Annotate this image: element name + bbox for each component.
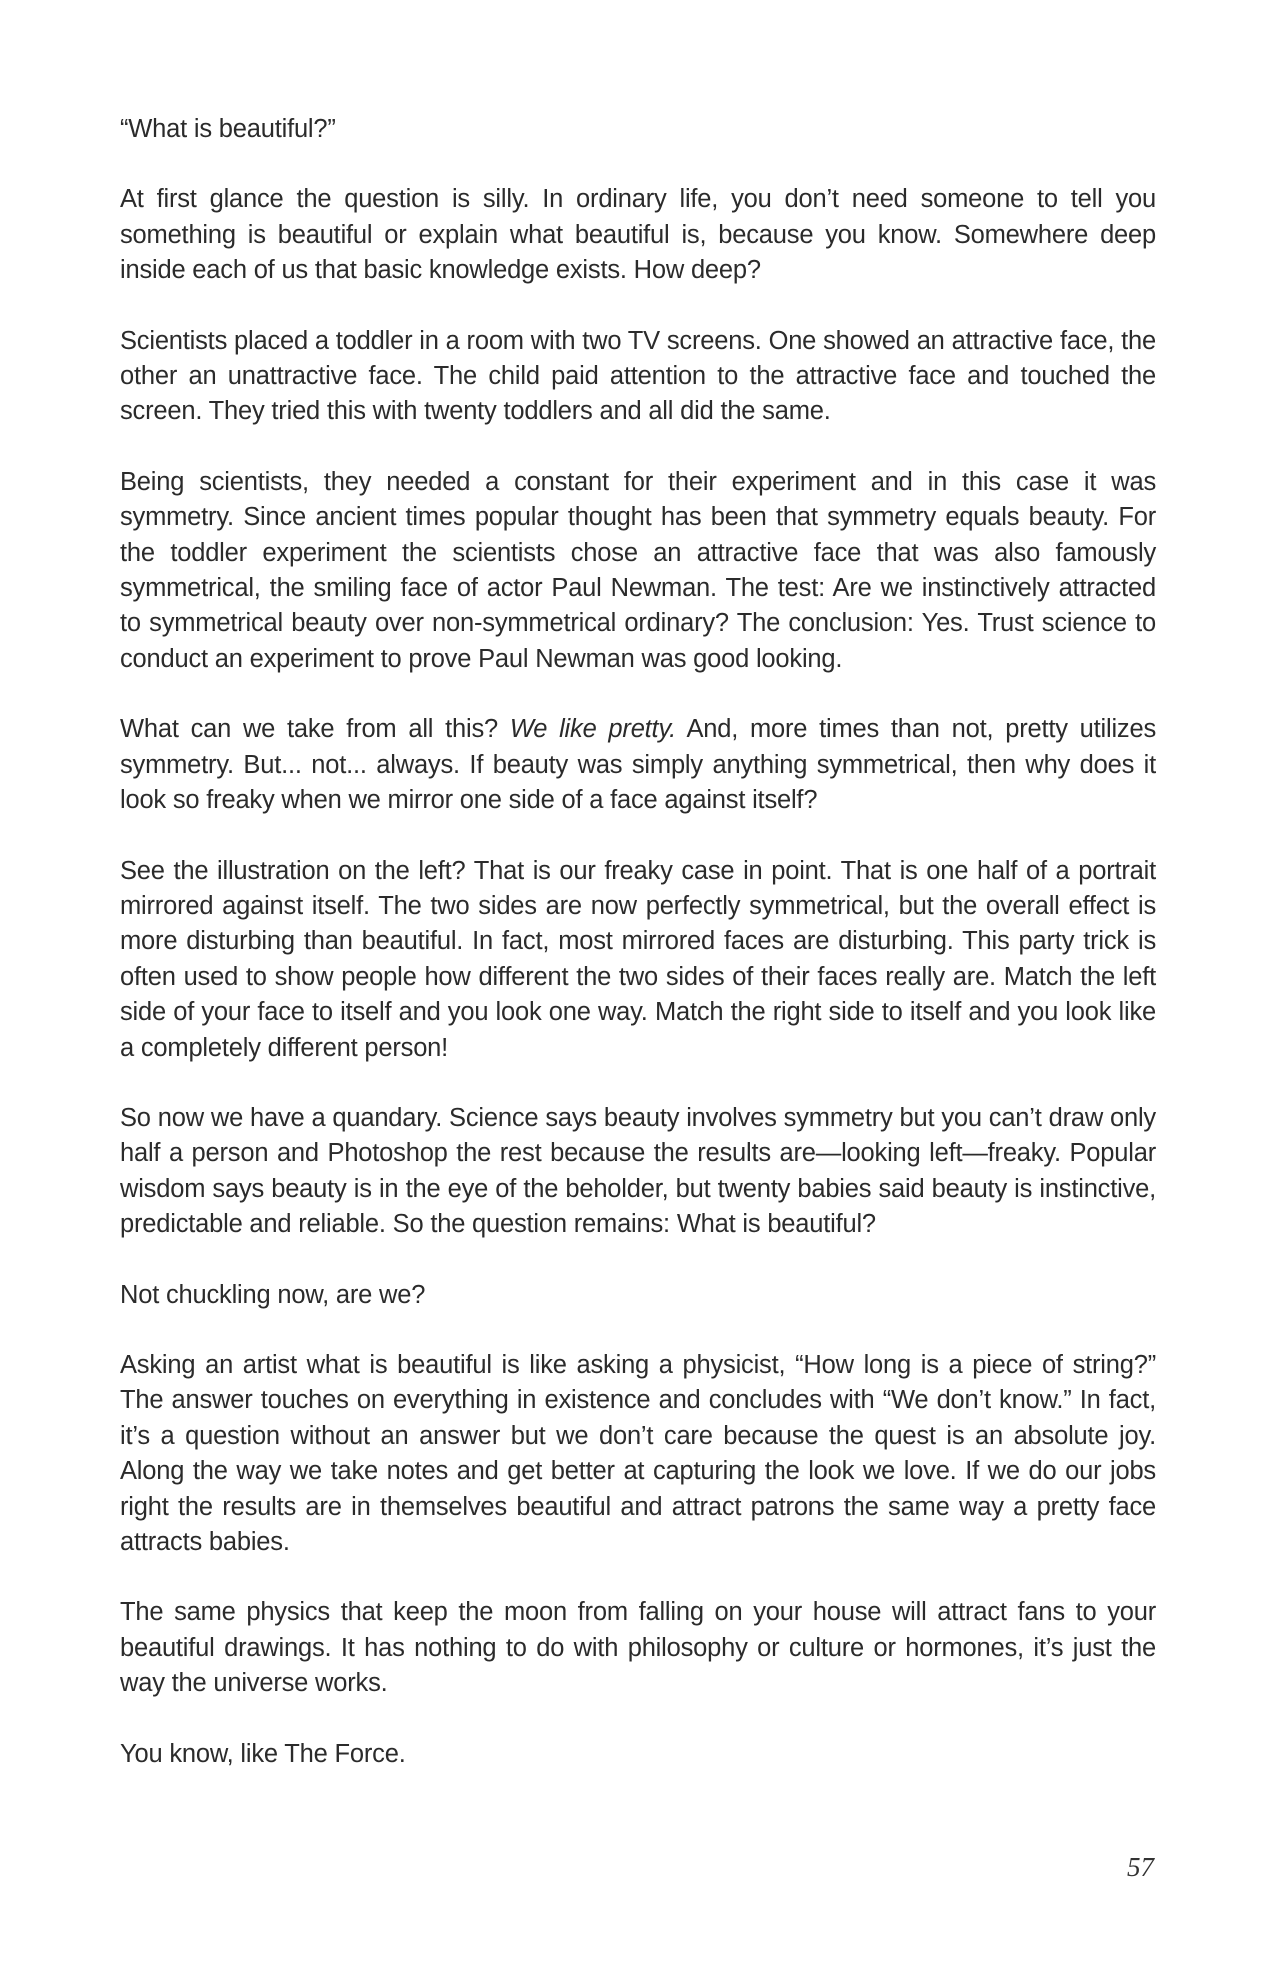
page-number: 57 [1127, 1852, 1154, 1882]
pretty-text-before: What can we take from all this? [120, 715, 510, 744]
paragraph-physics: The same physics that keep the moon from falling on your house will attract fans to your beautiful drawings. It has nothing to do with philosophy or culture or hormones, it’s just the way the universe works. [120, 1598, 1156, 1698]
body-text [120, 112, 1156, 1807]
paragraph-illustration: See the illustration on the left? That is our freaky case in point. That is one half of a portrait mirrored against itself. The two sides are now perfectly symmetrical, but the overall effect is more disturbing than beautiful. In fact, most mirrored faces are disturbing. This party trick is often used to show people how different the two sides of their faces really are. Match the left side of your face to itself and you look one way. Match the right side to itself and you look like a completely different person! [120, 856, 1156, 1062]
paragraph-question: “What is beautiful?” [120, 115, 336, 143]
pretty-text-emphasis: We like pretty. [509, 715, 676, 744]
paragraph-not-chuckling: Not chuckling now, are we? [120, 1280, 426, 1309]
paragraph-the-force: You know, like The Force. [120, 1739, 406, 1768]
paragraph-we-like-pretty [120, 712, 1156, 818]
paragraph-toddler-experiment: Scientists placed a toddler in a room with two TV screens. One showed an attractive face, the other an unattractive face. The child paid attention to the attractive face and touched the screen. They tried this with twenty toddlers and all did the same. [120, 326, 1156, 426]
paragraph-quandary: So now we have a quandary. Science says beauty involves symmetry but you can’t draw only half a person and Photoshop the rest because the results are—looking left—freaky. Popular wisdom says beauty is in the eye of the beholder, but twenty babies said beauty is instinctive, predictable and reliable. So the question remains: What is beautiful? [120, 1103, 1156, 1239]
paragraph-symmetry-constant: Being scientists, they needed a constant for their experiment and in this case it was symmetry. Since ancient times popular thought has been that symmetry equals beauty. For the toddler experiment the scientists chose an attractive face that was also famously symmetrical, the smiling face of actor Paul Newman. The test: Are we instinctively attracted to symmetrical beauty over non-symmetrical ordinary? The conclusion: Yes. Trust science to conduct an experiment to prove Paul Newman was good looking. [120, 467, 1156, 673]
paragraph-artist-physicist: Asking an artist what is beautiful is like asking a physicist, “How long is a piece of string?” The answer touches on everything in existence and concludes with “We don’t know.” In fact, it’s a question without an answer but we don’t care because the quest is an absolute joy. Along the way we take notes and get better at capturing the look we love. If we do our jobs right the results are in themselves beautiful and attract patrons the same way a pretty face attracts babies. [120, 1350, 1156, 1556]
pretty-text-after: And, more times than not, pretty utilizes symmetry. But... not... always. If beauty was simply anything symmetrical, then why does it look so freaky when we mirror one side of a face against itself? [120, 715, 1156, 815]
paragraph-first-glance: At first glance the question is silly. In ordinary life, you don’t need someone to tell you something is beautiful or explain what beautiful is, because you know. Somewhere deep inside each of us that basic knowledge exists. How deep? [120, 185, 1156, 285]
